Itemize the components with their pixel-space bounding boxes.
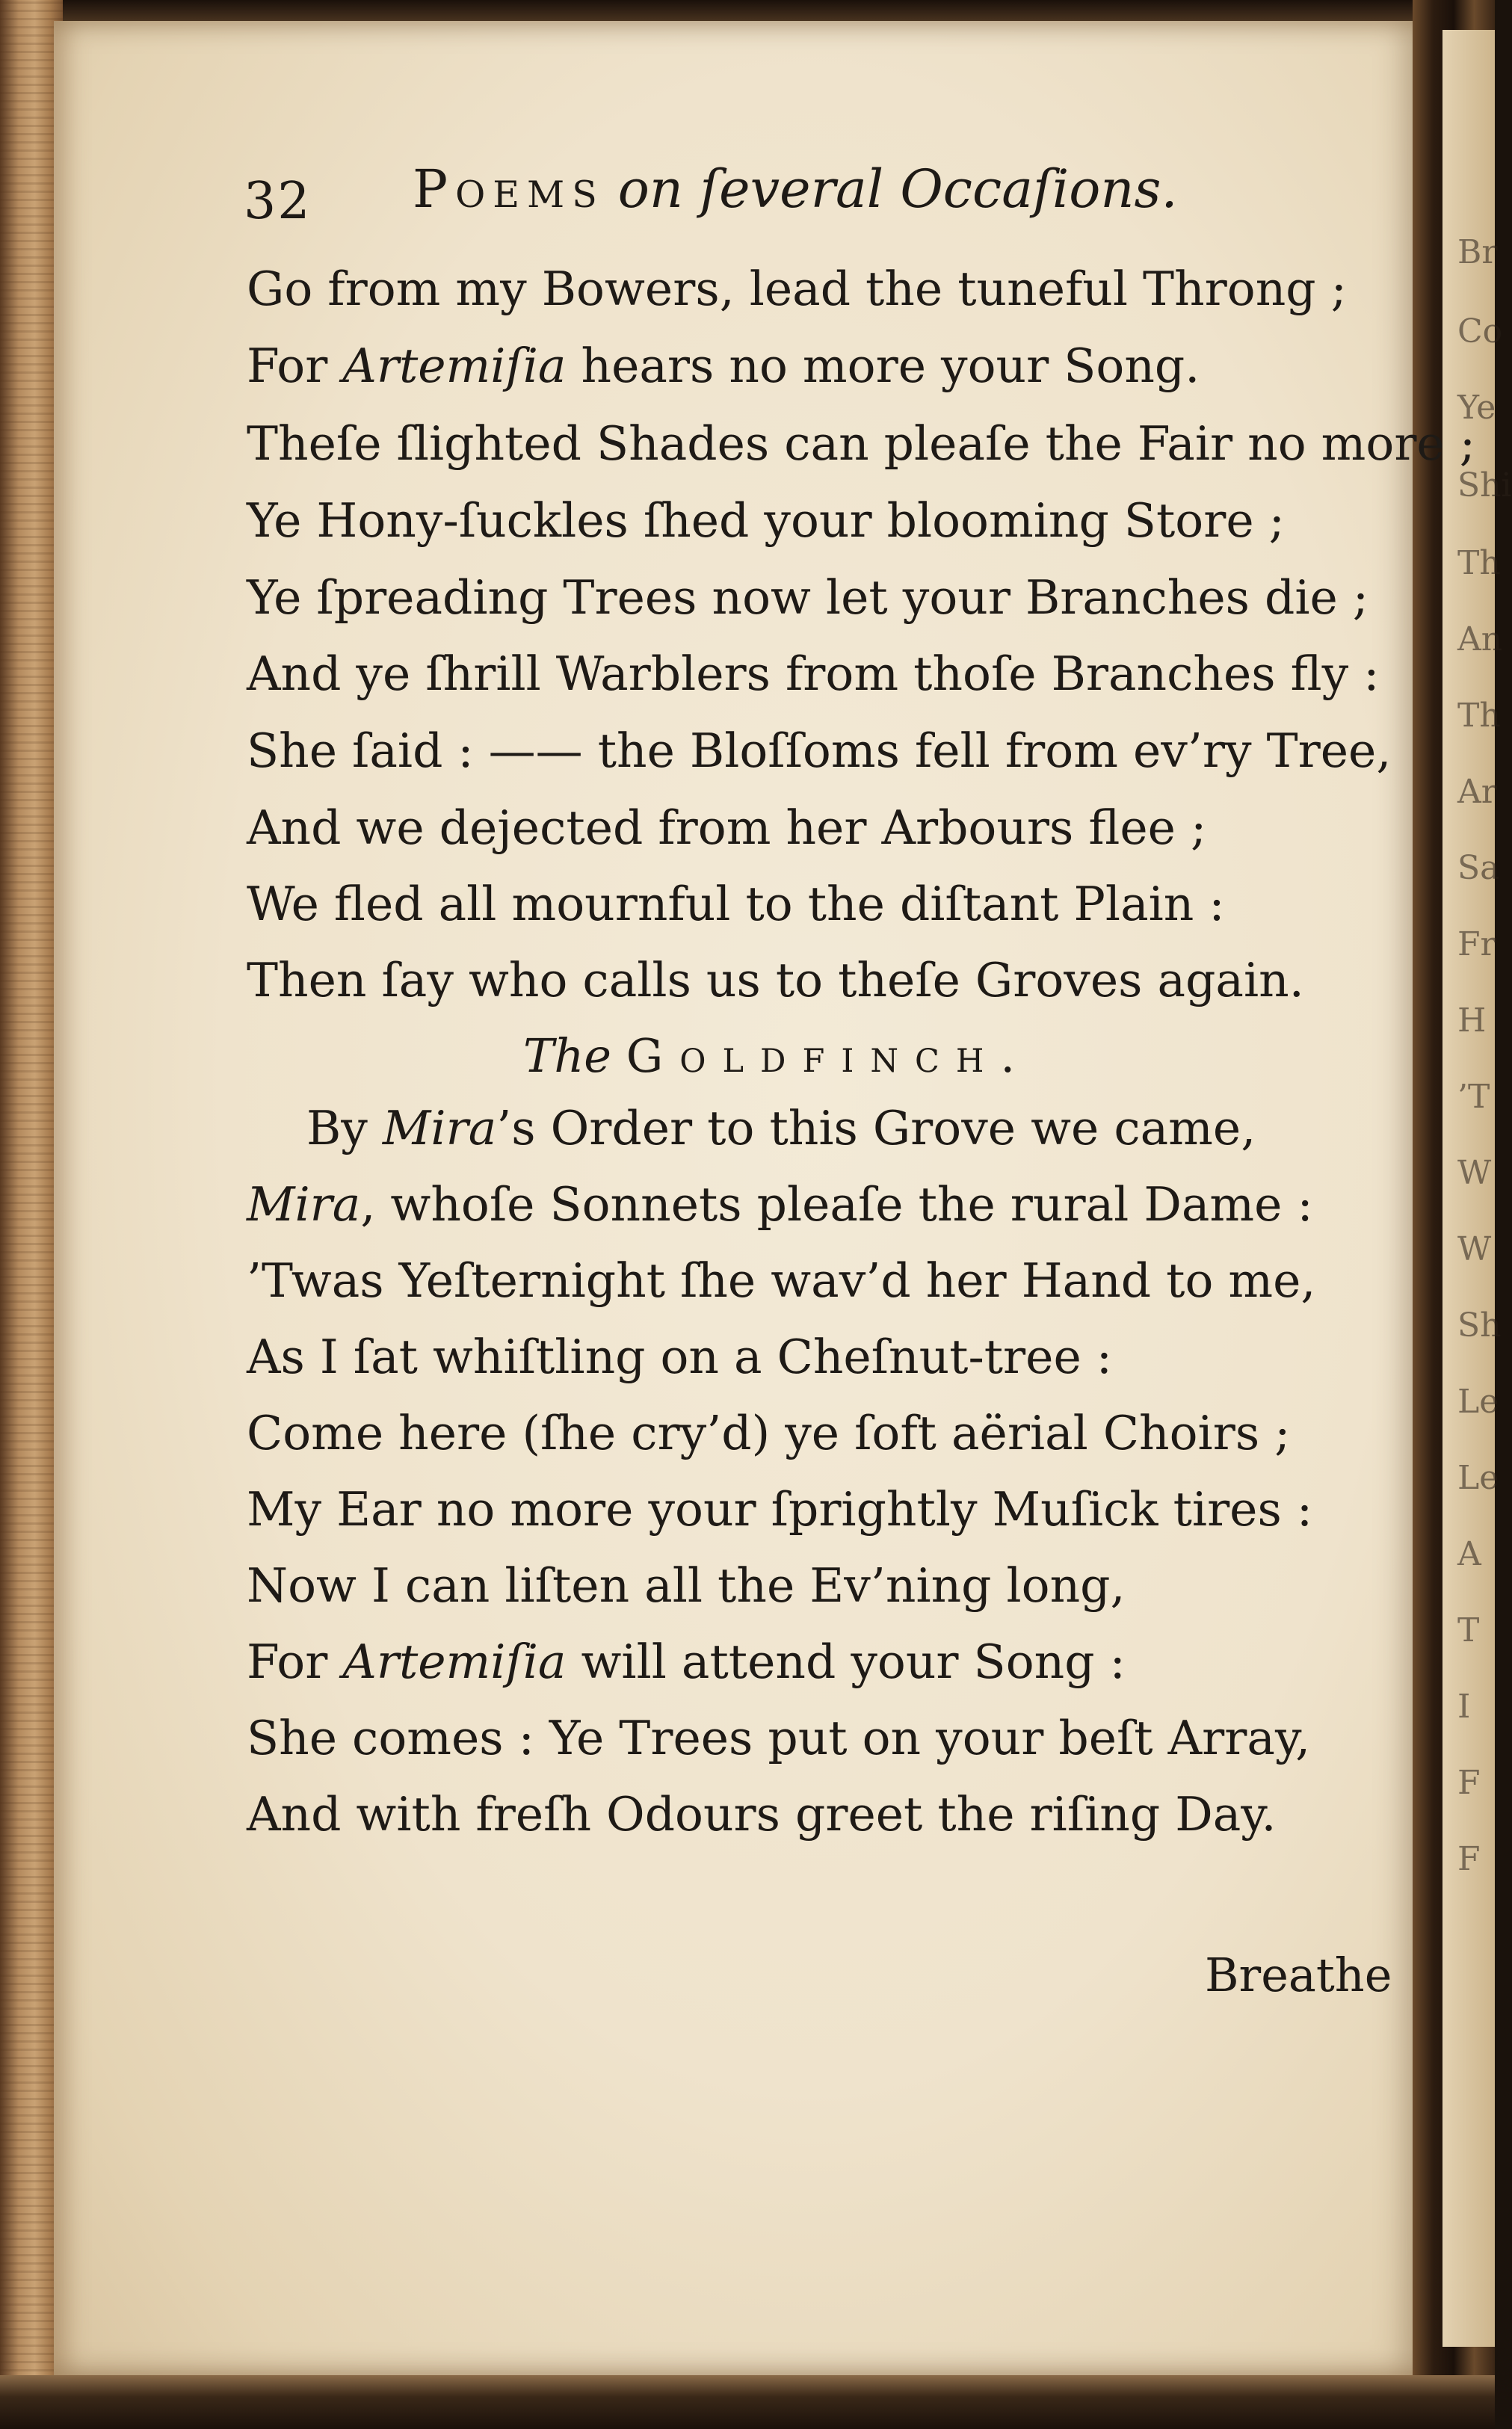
verse-line: She ſaid : —— the Bloſſoms fell from ev’ry Tree, xyxy=(247,723,1392,778)
bottom-edge xyxy=(0,2375,1495,2429)
top-edge xyxy=(0,0,1495,22)
facing-page-fragment: An xyxy=(1457,620,1503,658)
verse-line: My Ear no more your ſprightly Muſick tires : xyxy=(247,1482,1313,1537)
verse-line: As I ſat whiſtling on a Cheſnut-tree : xyxy=(247,1330,1112,1384)
facing-page-fragment: Sh xyxy=(1457,1306,1502,1345)
verse-line: And with freſh Odours greet the riſing Day. xyxy=(247,1787,1277,1842)
running-title xyxy=(413,158,1178,220)
poem-title xyxy=(523,1028,1031,1083)
facing-page-fragment: T xyxy=(1457,1611,1480,1649)
verse-line: Ye ſpreading Trees now let your Branches die ; xyxy=(247,570,1369,625)
verse-line: We fled all mournful to the diſtant Plain : xyxy=(247,877,1225,931)
verse-line: Now I can liſten all the Ev’ning long, xyxy=(247,1558,1126,1613)
facing-page-fragment: Ye xyxy=(1457,389,1496,427)
facing-page-fragment: I xyxy=(1457,1688,1471,1726)
facing-page-fragment: Fr xyxy=(1457,925,1496,963)
verse-line: By Mira’s Order to this Grove we came, xyxy=(306,1101,1256,1155)
facing-page-fragment: Shi xyxy=(1457,466,1512,504)
verse-line: Ye Hony-ſuckles ſhed your blooming Store ; xyxy=(247,493,1285,548)
verse-line: For Artemiſia hears no more your Song. xyxy=(247,339,1200,393)
facing-page-fragment: ’T xyxy=(1457,1078,1490,1116)
facing-page-fragment: Co xyxy=(1457,312,1503,351)
verse-line: ’Twas Yeſternight ſhe wav’d her Hand to me, xyxy=(247,1253,1316,1308)
facing-page-fragment: F xyxy=(1457,1764,1481,1802)
facing-page-fragment: F xyxy=(1457,1840,1481,1878)
facing-page-fragment: Le xyxy=(1457,1459,1499,1497)
verse-line: For Artemiſia will attend your Song : xyxy=(247,1635,1126,1689)
facing-page-fragment: Le xyxy=(1457,1383,1499,1421)
poem-title-article: The xyxy=(523,1028,611,1083)
verse-line: Theſe ſlighted Shades can pleaſe the Fair no more ; xyxy=(247,416,1475,471)
verse-line: And we dejected from her Arbours flee ; xyxy=(247,800,1207,855)
running-title-caps: Poems xyxy=(413,158,605,220)
verse-line: Mira, whoſe Sonnets pleaſe the rural Dame : xyxy=(247,1177,1313,1232)
facing-page-fragment: W xyxy=(1457,1230,1492,1268)
verse-line: Go from my Bowers, lead the tuneful Throng ; xyxy=(247,262,1347,316)
facing-page-fragment: Br xyxy=(1457,233,1498,271)
running-header xyxy=(244,158,1290,241)
facing-page-fragment: Th xyxy=(1457,697,1501,735)
page-number: 32 xyxy=(244,172,312,231)
facing-page-fragment: W xyxy=(1457,1154,1492,1192)
verse-line: Come here (ſhe cry’d) ye ſoft aërial Choirs ; xyxy=(247,1406,1291,1460)
facing-page-fragment: Th xyxy=(1457,544,1501,582)
running-title-italic: on ſeveral Occaſions. xyxy=(617,158,1178,220)
facing-page-fragment: Sa xyxy=(1457,849,1500,887)
poem-title-name: Goldfinch. xyxy=(626,1028,1032,1083)
verse-line: She comes : Ye Trees put on your beſt Array, xyxy=(247,1711,1311,1765)
verse-line: Then ſay who calls us to theſe Groves again. xyxy=(247,953,1304,1007)
catchword: Breathe xyxy=(1205,1948,1392,2002)
facing-page-fragment: H xyxy=(1457,1001,1487,1040)
facing-page-fragment: A xyxy=(1457,1535,1481,1573)
facing-page-fragment: Ar xyxy=(1457,773,1497,811)
verse-line: And ye ſhrill Warblers from thoſe Branches fly : xyxy=(247,646,1380,701)
